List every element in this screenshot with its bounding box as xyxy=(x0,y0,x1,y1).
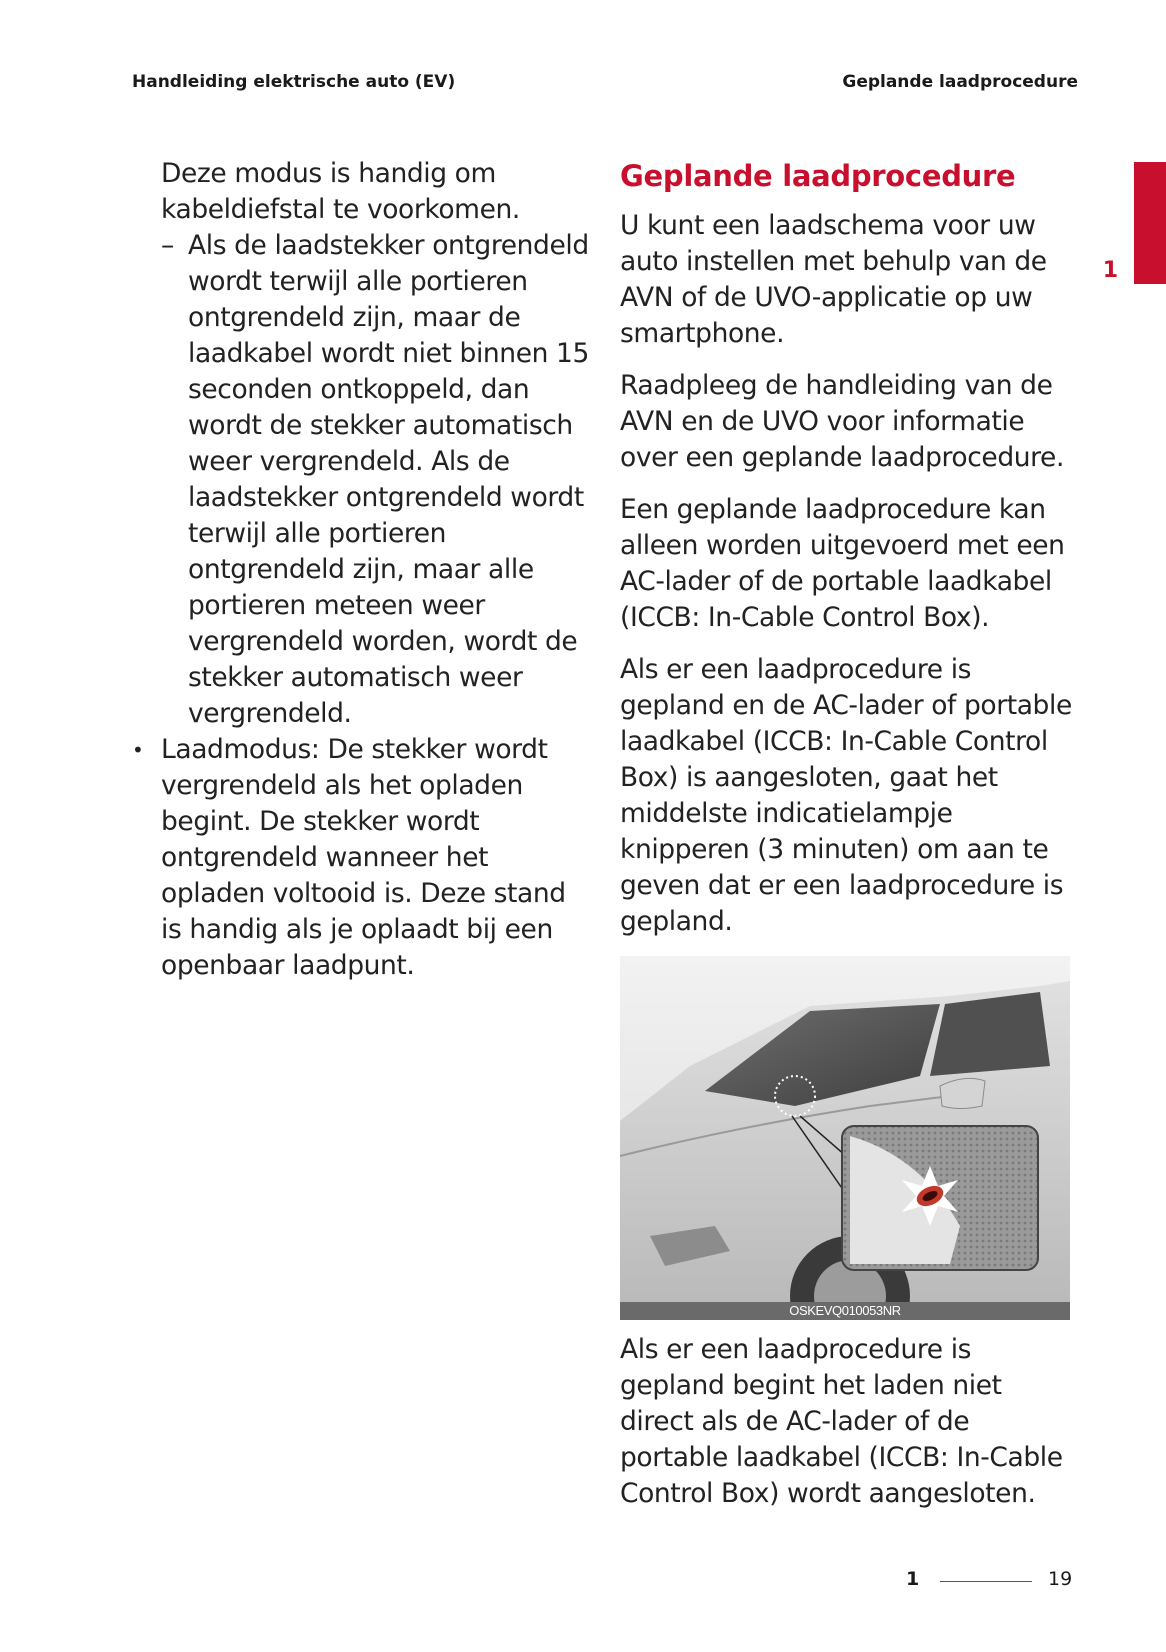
chapter-tab-number: 1 xyxy=(1102,258,1118,283)
right-column xyxy=(620,156,1080,1528)
left-column xyxy=(132,156,592,984)
bullet-item-text: Laadmodus: De stekker wordt vergrendeld als het opladen begint. De stekker wordt ontgrendeld wanneer het opladen voltooid is. Deze stand is handig als je oplaadt bij een openbaar laadpunt. xyxy=(161,734,566,981)
bullet-mark: • xyxy=(132,738,144,762)
footer-chapter: 1 xyxy=(906,1568,920,1590)
running-header-left: Handleiding elektrische auto (EV) xyxy=(132,72,456,92)
car-charging-illustration xyxy=(620,956,1070,1320)
paragraph-3: Een geplande laadprocedure kan alleen worden uitgevoerd met een AC-lader of de portable laadkabel (ICCB: In-Cable Control Box). xyxy=(620,494,1065,633)
side-window-shape xyxy=(930,992,1050,1076)
chapter-tab xyxy=(1134,162,1166,284)
figure-code: OSKEVQ010053NR xyxy=(620,1302,1070,1320)
dash-mark: – xyxy=(161,230,174,261)
paragraph-2: Raadpleeg de handleiding van de AVN en de UVO voor informatie over een geplande laadprocedure. xyxy=(620,370,1064,473)
car-illustration-graphic xyxy=(620,956,1070,1320)
dash-item-text: Als de laadstekker ontgrendeld wordt terwijl alle portieren ontgrendeld zijn, maar de laadkabel wordt niet binnen 15 seconden ontkoppeld, dan wordt de stekker automatisch weer vergrendeld. Als de laadstekker ontgrendeld wordt terwijl alle portieren ontgrendeld zijn, maar alle portieren meteen weer vergrendeld worden, wordt de stekker automatisch weer vergrendeld. xyxy=(188,230,589,729)
bullet-list-item xyxy=(132,732,592,984)
footer-divider xyxy=(940,1581,1032,1582)
mirror-shape xyxy=(940,1078,985,1108)
paragraph-1: U kunt een laadschema voor uw auto instellen met behulp van de AVN of de UVO-applicatie op uw smartphone. xyxy=(620,210,1047,349)
zoom-inset xyxy=(842,1126,1038,1270)
intro-text: Deze modus is handig om kabeldiefstal te voorkomen. xyxy=(161,158,520,225)
section-title: Geplande laadprocedure xyxy=(620,159,1016,193)
after-figure-paragraph: Als er een laadprocedure is gepland begint het laden niet direct als de AC-lader of de portable laadkabel (ICCB: In-Cable Control Box) wordt aangesloten. xyxy=(620,1334,1063,1509)
running-header-right: Geplande laadprocedure xyxy=(842,72,1078,92)
footer-page-number: 19 xyxy=(1048,1568,1073,1590)
paragraph-4: Als er een laadprocedure is gepland en de AC-lader of portable laadkabel (ICCB: In-Cable Control Box) is aangesloten, gaat het middelste indicatielampje knipperen (3 minuten) om aan te geven dat er een laadprocedure is gepland. xyxy=(620,654,1072,937)
dash-list-item xyxy=(132,228,592,732)
